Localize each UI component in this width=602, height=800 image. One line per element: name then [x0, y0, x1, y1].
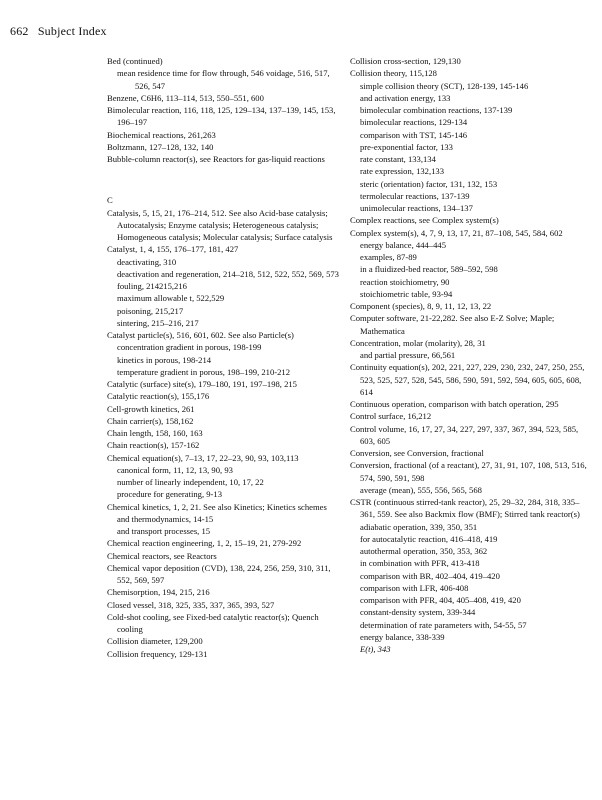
index-entry: Collision diameter, 129,200 — [107, 636, 203, 647]
index-subentry: autothermal operation, 350, 353, 362 — [360, 546, 488, 556]
index-entry: Chemical reactors, see Reactors — [107, 550, 217, 561]
index-subentry: mean residence time for flow through, 546 voidage, 516, 517, 526, 547 — [117, 68, 330, 91]
index-subentry: in combination with PFR, 413-418 — [360, 558, 480, 569]
index-column-right — [350, 55, 588, 655]
index-subentry: adiabatic operation, 339, 350, 351 — [360, 521, 478, 532]
index-entry: Chain carrier(s), 158,162 — [107, 415, 194, 426]
index-entry: Closed vessel, 318, 325, 335, 337, 365, 393, 527 — [107, 599, 275, 610]
index-entry: Chemical reaction engineering, 1, 2, 15–19, 21, 279-292 — [107, 538, 302, 549]
index-subentry: stoichiometric table, 93-94 — [360, 288, 453, 299]
index-entry: Bed (continued) — [107, 56, 163, 66]
index-subentry: termolecular reactions, 137-139 — [360, 190, 470, 201]
index-subentry: and partial pressure, 66,561 — [360, 350, 456, 360]
index-entry: Chemisorption, 194, 215, 216 — [107, 587, 210, 598]
index-entry: Biochemical reactions, 261,263 — [107, 129, 216, 140]
index-entry: Catalyst particle(s), 516, 601, 602. See also Particle(s) — [107, 330, 294, 341]
index-subentry: and transport processes, 15 — [117, 526, 211, 537]
index-subentry: pre-exponential factor, 133 — [360, 141, 453, 152]
index-subentry: determination of rate parameters with, 54-55, 57 — [360, 619, 527, 630]
index-entry: CSTR (continuous stirred-tank reactor), 25, 29–32, 284, 318, 335–361, 559. See also Backmix flow (BMF); Stirred tank reactor(s) — [350, 497, 580, 520]
index-subentry: kinetics in porous, 198-214 — [117, 354, 212, 365]
index-subentry: energy balance, 444–445 — [360, 239, 446, 250]
index-entry: Catalytic (surface) site(s), 179–180, 191, 197–198, 215 — [107, 379, 297, 390]
index-subentry: comparison with BR, 402–404, 419–420 — [360, 570, 500, 581]
index-entry: Control volume, 16, 17, 27, 34, 227, 297, 337, 367, 394, 523, 585, 603, 605 — [350, 423, 579, 446]
index-entry: C — [107, 195, 113, 206]
index-entry: Chemical kinetics, 1, 2, 21. See also Kinetics; Kinetics schemes — [107, 501, 327, 512]
index-subentry: average (mean), 555, 556, 565, 568 — [360, 484, 482, 495]
index-entry: Continuous operation, comparison with batch operation, 295 — [350, 399, 559, 409]
index-entry: Complex system(s), 4, 7, 9, 13, 17, 21, 87–108, 545, 584, 602 — [350, 227, 563, 238]
index-subentry: procedure for generating, 9-13 — [117, 489, 222, 500]
index-entry: Collision theory, 115,128 — [350, 68, 437, 79]
index-subentry: for autocatalytic reaction, 416–418, 419 — [360, 533, 498, 544]
index-subentry: fouling, 214215,216 — [117, 281, 187, 292]
index-subentry: comparison with LFR, 406-408 — [360, 582, 469, 593]
index-subentry: deactivation and regeneration, 214–218, 512, 522, 552, 569, 573 — [117, 268, 339, 279]
index-entry: Cell-growth kinetics, 261 — [107, 403, 195, 414]
index-entry: Computer software, 21-22,282. See also E-Z Solve; Maple; Mathematica — [350, 313, 555, 336]
index-entry: Collision cross-section, 129,130 — [350, 56, 461, 66]
index-subentry: deactivating, 310 — [117, 256, 177, 267]
index-subentry: number of linearly independent, 10, 17, 22 — [117, 477, 264, 488]
page-title: Subject Index — [37, 24, 107, 38]
index-subentry: energy balance, 338-339 — [360, 631, 445, 642]
index-subentry: simple collision theory (SCT), 128-139, 145-146 — [360, 80, 529, 91]
index-entry: Catalyst, 1, 4, 155, 176–177, 181, 427 — [107, 244, 239, 255]
index-entry: Chemical equation(s), 7–13, 17, 22–23, 90, 93, 103,113 — [107, 452, 299, 463]
index-entry: Chemical vapor deposition (CVD), 138, 224, 256, 259, 310, 311, 552, 569, 597 — [107, 562, 331, 586]
index-entry: Complex reactions, see Complex system(s) — [350, 215, 499, 226]
index-subentry: bimolecular combination reactions, 137-139 — [360, 105, 513, 115]
index-subentry: maximum allowable t, 522,529 — [117, 293, 225, 304]
index-subentry: constant-density system, 339-344 — [360, 607, 476, 618]
index-entry: Concentration, molar (molarity), 28, 31 — [350, 337, 486, 348]
index-entry: Conversion, fractional (of a reactant), 27, 31, 91, 107, 108, 513, 516, 574, 590, 591, 598 — [350, 460, 587, 483]
index-subentry: reaction stoichiometry, 90 — [360, 276, 450, 287]
index-subentry: E(t), 343 — [360, 644, 391, 654]
index-entry: Bimolecular reaction, 116, 118, 125, 129–134, 137–139, 145, 153, 196–197 — [107, 105, 336, 128]
page-number: 662 — [10, 24, 29, 38]
index-entry: Chain reaction(s), 157-162 — [107, 440, 200, 451]
index-subentry: rate expression, 132,133 — [360, 166, 445, 177]
index-entry: Continuity equation(s), 202, 221, 227, 229, 230, 232, 247, 250, 255, 523, 525, 527, 528, 545, 586, 590, 591, 592, 594, 605, 605, 608, 614 — [350, 362, 585, 397]
index-subentry: rate constant, 133,134 — [360, 154, 436, 164]
index-subentry: and activation energy, 133 — [360, 92, 451, 103]
index-entry: Cold-shot cooling, see Fixed-bed catalytic reactor(s); Quench cooling — [107, 611, 319, 635]
section-gap — [107, 174, 345, 186]
index-entry: Conversion, see Conversion, fractional — [350, 448, 484, 458]
index-subentry: bimolecular reactions, 129-134 — [360, 117, 468, 128]
index-entry: Chain length, 158, 160, 163 — [107, 428, 203, 439]
index-subentry: concentration gradient in porous, 198-199 — [117, 342, 262, 353]
index-column-left — [107, 55, 345, 660]
index-entry: Component (species), 8, 9, 11, 12, 13, 22 — [350, 301, 492, 311]
page-header — [10, 24, 113, 39]
index-entry: Benzene, C6H6, 113–114, 513, 550–551, 600 — [107, 92, 264, 103]
index-subentry: unimolecular reactions, 134–137 — [360, 203, 473, 213]
index-subentry: examples, 87-89 — [360, 252, 417, 262]
index-entry: Control surface, 16,212 — [350, 411, 432, 422]
index-entry: Bubble-column reactor(s), see Reactors for gas-liquid reactions — [107, 154, 325, 164]
index-entry: Collision frequency, 129-131 — [107, 648, 208, 659]
index-entry: Catalytic reaction(s), 155,176 — [107, 391, 210, 402]
index-subentry: steric (orientation) factor, 131, 132, 153 — [360, 178, 498, 189]
index-subentry: temperature gradient in porous, 198–199, 210-212 — [117, 366, 291, 377]
index-entry: Boltzmann, 127–128, 132, 140 — [107, 141, 214, 152]
index-subentry: comparison with PFR, 404, 405–408, 419, 420 — [360, 595, 521, 605]
index-subentry: in a fluidized-bed reactor, 589–592, 598 — [360, 264, 498, 275]
index-subentry: and thermodynamics, 14-15 — [117, 513, 214, 524]
index-subentry: comparison with TST, 145-146 — [360, 129, 468, 140]
index-subentry: sintering, 215–216, 217 — [117, 317, 199, 328]
index-subentry: poisoning, 215,217 — [117, 305, 184, 316]
index-subentry: canonical form, 11, 12, 13, 90, 93 — [117, 464, 233, 475]
index-entry: Catalysis, 5, 15, 21, 176–214, 512. See also Acid-base catalysis; Autocatalysis; Enzyme catalysis; Heterogeneous catalysis; Homogeneous catalysis; Molecular catalysis; Surface catalysis — [107, 207, 333, 243]
